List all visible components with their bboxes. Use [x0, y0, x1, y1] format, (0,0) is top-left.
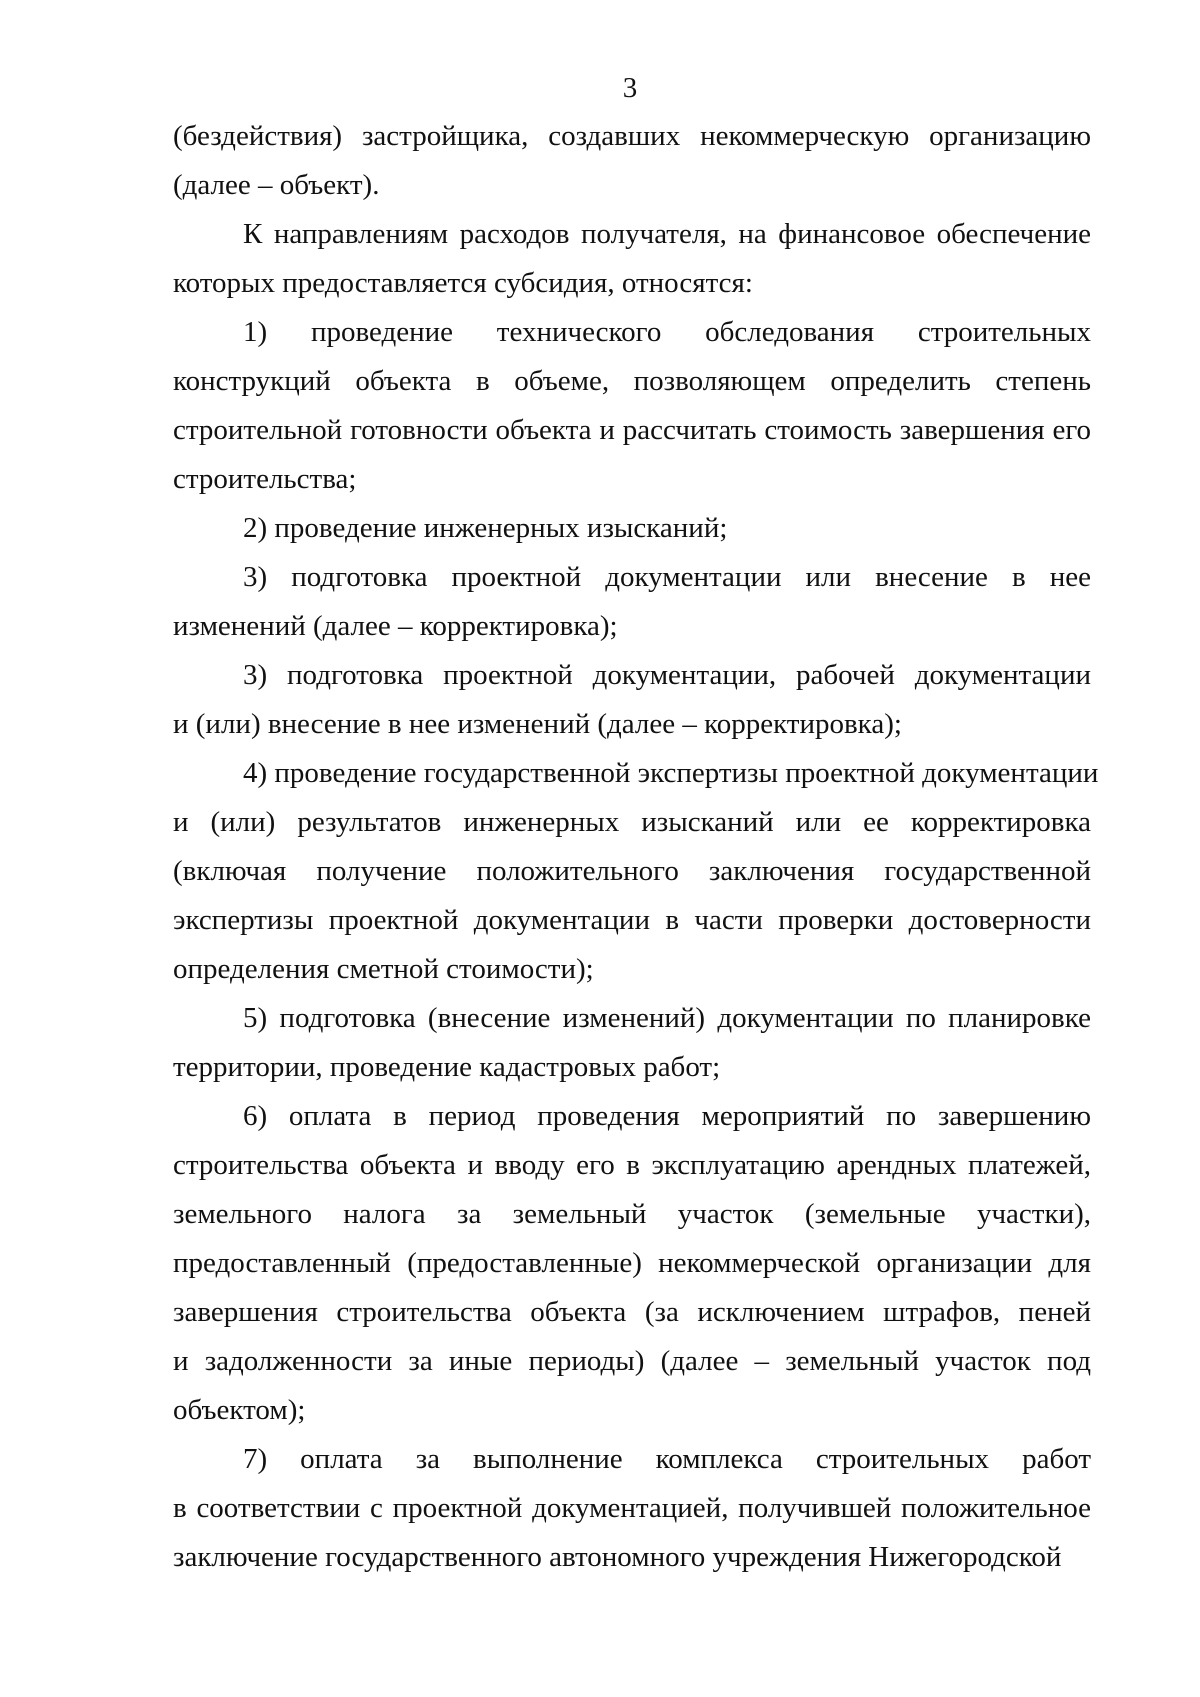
paragraph — [173, 1435, 1091, 1582]
page-number: 3 — [622, 72, 638, 104]
text-line: объектом); — [173, 1394, 306, 1426]
text-line: заключение государственного автономного учреждения Нижегородской — [173, 1541, 1062, 1573]
text-line: которых предоставляется субсидия, относятся: — [173, 267, 753, 299]
paragraph — [173, 504, 1091, 553]
text-line: в соответствии с проектной документацией, получившей положительное — [173, 1492, 1091, 1524]
text-line: 6) оплата в период проведения мероприятий по завершению — [243, 1100, 1091, 1132]
paragraph — [173, 112, 1091, 210]
text-line: территории, проведение кадастровых работ; — [173, 1051, 721, 1083]
text-line: экспертизы проектной документации в части проверки достоверности — [173, 904, 1091, 936]
text-line: (далее – объект). — [173, 169, 380, 201]
paragraph — [173, 553, 1091, 651]
text-line: 3) подготовка проектной документации, рабочей документации — [243, 659, 1091, 691]
text-line: и задолженности за иные периоды) (далее – земельный участок под — [173, 1345, 1091, 1377]
paragraph — [173, 308, 1091, 504]
text-line: 1) проведение технического обследования строительных — [243, 316, 1091, 348]
text-line: изменений (далее – корректировка); — [173, 610, 618, 642]
text-line: К направлениям расходов получателя, на финансовое обеспечение — [243, 218, 1091, 250]
text-line: и (или) внесение в нее изменений (далее – корректировка); — [173, 708, 902, 740]
paragraph — [173, 1092, 1091, 1435]
paragraph — [173, 651, 1091, 749]
text-line: конструкций объекта в объеме, позволяющем определить степень — [173, 365, 1091, 397]
text-line: завершения строительства объекта (за исключением штрафов, пеней — [173, 1296, 1091, 1328]
paragraph — [173, 994, 1091, 1092]
text-line: строительной готовности объекта и рассчитать стоимость завершения его — [173, 414, 1091, 446]
text-line: строительства; — [173, 463, 357, 495]
text-line: строительства объекта и вводу его в эксплуатацию арендных платежей, — [173, 1149, 1091, 1181]
text-line: (бездействия) застройщика, создавших некоммерческую организацию — [173, 120, 1091, 152]
text-line: 7) оплата за выполнение комплекса строительных работ — [243, 1443, 1091, 1475]
text-line: определения сметной стоимости); — [173, 953, 594, 985]
text-line: 2) проведение инженерных изысканий; — [243, 512, 728, 544]
text-line: 4) проведение государственной экспертизы проектной документации — [243, 757, 1099, 789]
text-line: земельного налога за земельный участок (земельные участки), — [173, 1198, 1091, 1230]
paragraph — [173, 749, 1099, 994]
document-body — [173, 112, 1099, 1582]
text-line: 5) подготовка (внесение изменений) документации по планировке — [243, 1002, 1091, 1034]
text-line: предоставленный (предоставленные) некоммерческой организации для — [173, 1247, 1091, 1279]
paragraph — [173, 210, 1091, 308]
text-line: (включая получение положительного заключения государственной — [173, 855, 1091, 887]
text-line: и (или) результатов инженерных изысканий или ее корректировка — [173, 806, 1091, 838]
text-line: 3) подготовка проектной документации или внесение в нее — [243, 561, 1091, 593]
